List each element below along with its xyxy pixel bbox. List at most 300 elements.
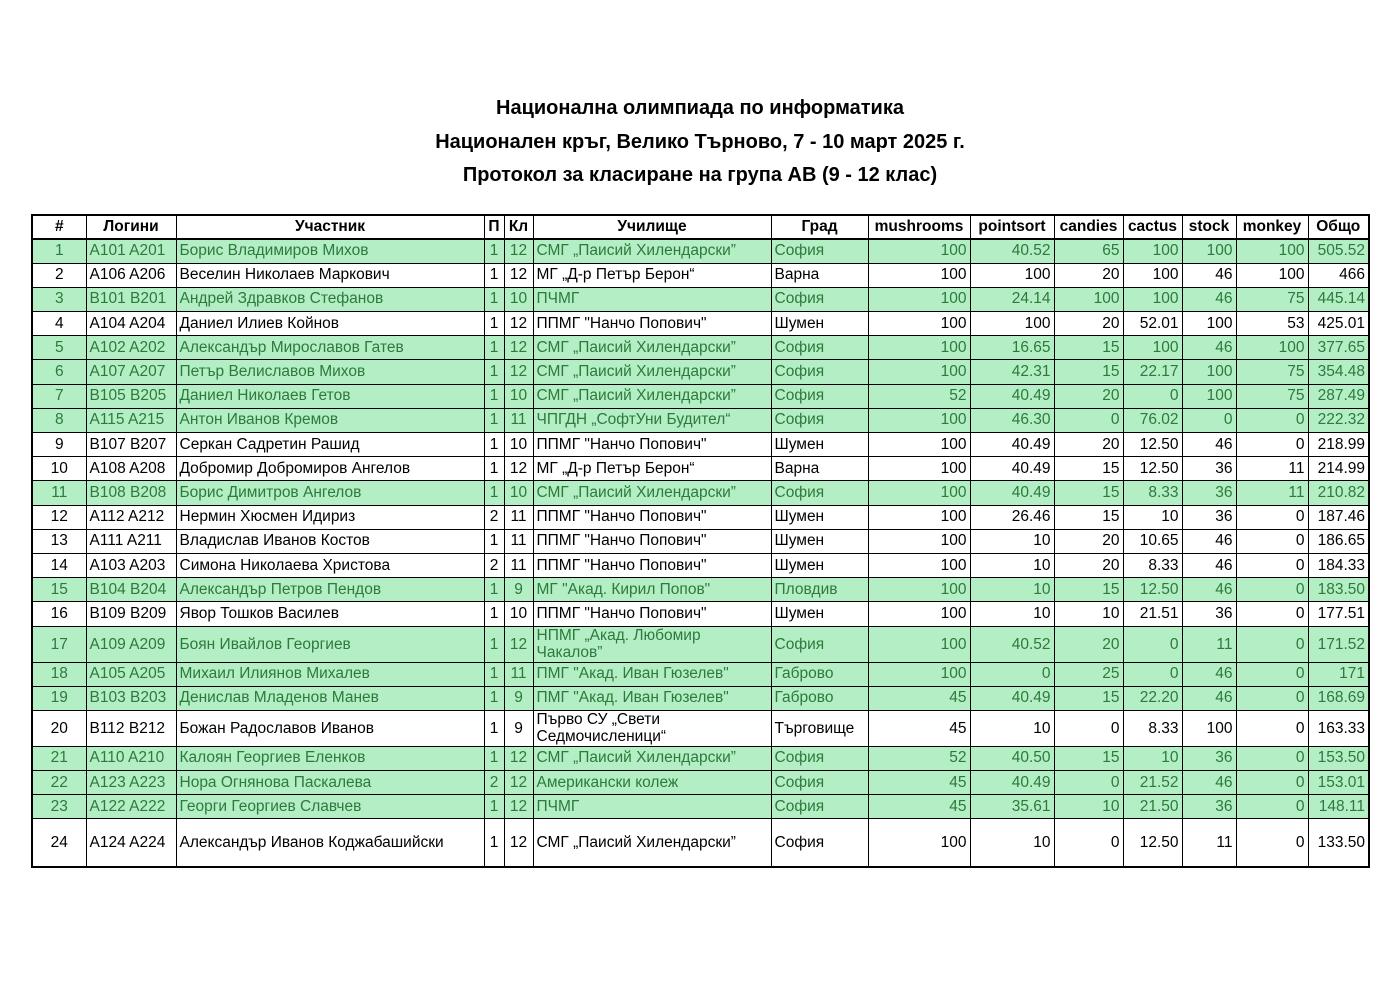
school-cell: МГ „Д-р Петър Берон“ [533, 457, 771, 481]
participant-cell: Нермин Хюсмен Идириз [176, 505, 484, 529]
p-cell: 1 [484, 433, 504, 457]
rank-cell: 24 [32, 819, 86, 867]
p-cell: 1 [484, 686, 504, 710]
cactus-cell: 12.50 [1123, 578, 1182, 602]
col-header-pointsort: pointsort [970, 215, 1054, 239]
table-row [32, 481, 1369, 505]
logins-cell: B112 B212 [86, 710, 176, 746]
p-cell: 1 [484, 408, 504, 432]
total-cell: 153.01 [1308, 771, 1369, 795]
candies-cell: 15 [1054, 336, 1123, 360]
candies-cell: 0 [1054, 710, 1123, 746]
mushrooms-cell: 45 [868, 771, 970, 795]
mushrooms-cell: 45 [868, 710, 970, 746]
total-cell: 153.50 [1308, 746, 1369, 770]
pointsort-cell: 40.50 [970, 746, 1054, 770]
col-header-cactus: cactus [1123, 215, 1182, 239]
candies-cell: 15 [1054, 578, 1123, 602]
pointsort-cell: 24.14 [970, 287, 1054, 311]
mushrooms-cell: 100 [868, 819, 970, 867]
logins-cell: A101 A201 [86, 239, 176, 263]
logins-cell: A108 A208 [86, 457, 176, 481]
cactus-cell: 0 [1123, 384, 1182, 408]
monkey-cell: 0 [1236, 746, 1308, 770]
p-cell: 1 [484, 795, 504, 819]
school-cell: ЧПГДН „СофтУни Будител“ [533, 408, 771, 432]
school-cell: ППМГ "Нанчо Попович" [533, 553, 771, 577]
total-cell: 354.48 [1308, 360, 1369, 384]
class-cell: 10 [504, 602, 533, 626]
pointsort-cell: 10 [970, 602, 1054, 626]
cactus-cell: 100 [1123, 336, 1182, 360]
city-cell: Шумен [771, 312, 868, 336]
monkey-cell: 75 [1236, 384, 1308, 408]
participant-cell: Симона Николаева Христова [176, 553, 484, 577]
col-header-total: Общо [1308, 215, 1369, 239]
rank-cell: 12 [32, 505, 86, 529]
monkey-cell: 11 [1236, 457, 1308, 481]
table-row [32, 408, 1369, 432]
school-cell: ПЧМГ [533, 795, 771, 819]
class-cell: 10 [504, 287, 533, 311]
rank-cell: 18 [32, 662, 86, 686]
stock-cell: 100 [1182, 312, 1236, 336]
logins-cell: A104 A204 [86, 312, 176, 336]
cactus-cell: 12.50 [1123, 433, 1182, 457]
mushrooms-cell: 100 [868, 360, 970, 384]
mushrooms-cell: 100 [868, 433, 970, 457]
total-cell: 133.50 [1308, 819, 1369, 867]
stock-cell: 46 [1182, 336, 1236, 360]
table-row [32, 553, 1369, 577]
total-cell: 148.11 [1308, 795, 1369, 819]
table-body [32, 239, 1369, 867]
monkey-cell: 0 [1236, 408, 1308, 432]
rank-cell: 19 [32, 686, 86, 710]
candies-cell: 15 [1054, 505, 1123, 529]
monkey-cell: 11 [1236, 481, 1308, 505]
participant-cell: Андрей Здравков Стефанов [176, 287, 484, 311]
participant-cell: Петър Велиславов Михов [176, 360, 484, 384]
school-cell: ППМГ "Нанчо Попович" [533, 312, 771, 336]
rank-cell: 20 [32, 710, 86, 746]
city-cell: София [771, 336, 868, 360]
pointsort-cell: 46.30 [970, 408, 1054, 432]
stock-cell: 100 [1182, 384, 1236, 408]
participant-cell: Нора Огнянова Паскалева [176, 771, 484, 795]
city-cell: София [771, 795, 868, 819]
school-cell: МГ „Д-р Петър Берон“ [533, 263, 771, 287]
mushrooms-cell: 100 [868, 662, 970, 686]
city-cell: София [771, 239, 868, 263]
table-row [32, 602, 1369, 626]
participant-cell: Георги Георгиев Славчев [176, 795, 484, 819]
rank-cell: 3 [32, 287, 86, 311]
school-cell: СМГ „Паисий Хилендарски” [533, 360, 771, 384]
class-cell: 12 [504, 360, 533, 384]
cactus-cell: 8.33 [1123, 710, 1182, 746]
participant-cell: Веселин Николаев Маркович [176, 263, 484, 287]
class-cell: 10 [504, 384, 533, 408]
class-cell: 10 [504, 433, 533, 457]
city-cell: София [771, 626, 868, 662]
class-cell: 12 [504, 626, 533, 662]
city-cell: Шумен [771, 553, 868, 577]
candies-cell: 20 [1054, 529, 1123, 553]
city-cell: София [771, 746, 868, 770]
rank-cell: 5 [32, 336, 86, 360]
total-cell: 218.99 [1308, 433, 1369, 457]
mushrooms-cell: 100 [868, 481, 970, 505]
class-cell: 9 [504, 686, 533, 710]
p-cell: 1 [484, 662, 504, 686]
logins-cell: B109 B209 [86, 602, 176, 626]
p-cell: 1 [484, 336, 504, 360]
candies-cell: 100 [1054, 287, 1123, 311]
cactus-cell: 0 [1123, 626, 1182, 662]
mushrooms-cell: 100 [868, 553, 970, 577]
pointsort-cell: 40.49 [970, 481, 1054, 505]
participant-cell: Серкан Садретин Рашид [176, 433, 484, 457]
cactus-cell: 21.52 [1123, 771, 1182, 795]
monkey-cell: 0 [1236, 710, 1308, 746]
title-line-3: Протокол за класиране на група АВ (9 - 12 клас) [462, 164, 938, 186]
candies-cell: 0 [1054, 819, 1123, 867]
p-cell: 1 [484, 239, 504, 263]
mushrooms-cell: 100 [868, 263, 970, 287]
school-cell: ПМГ "Акад. Иван Гюзелев" [533, 662, 771, 686]
table-row [32, 384, 1369, 408]
participant-cell: Боян Ивайлов Георгиев [176, 626, 484, 662]
document-header [0, 92, 1400, 193]
monkey-cell: 53 [1236, 312, 1308, 336]
cactus-cell: 12.50 [1123, 819, 1182, 867]
city-cell: Варна [771, 457, 868, 481]
ranking-table [31, 214, 1370, 868]
col-header-school: Училище [533, 215, 771, 239]
col-header-logins: Логини [86, 215, 176, 239]
monkey-cell: 0 [1236, 433, 1308, 457]
total-cell: 505.52 [1308, 239, 1369, 263]
pointsort-cell: 10 [970, 819, 1054, 867]
stock-cell: 100 [1182, 710, 1236, 746]
logins-cell: A107 A207 [86, 360, 176, 384]
rank-cell: 6 [32, 360, 86, 384]
title-line-1: Национална олимпиада по информатика [496, 97, 904, 119]
pointsort-cell: 16.65 [970, 336, 1054, 360]
rank-cell: 4 [32, 312, 86, 336]
total-cell: 187.46 [1308, 505, 1369, 529]
p-cell: 1 [484, 384, 504, 408]
p-cell: 1 [484, 578, 504, 602]
class-cell: 12 [504, 457, 533, 481]
participant-cell: Антон Иванов Кремов [176, 408, 484, 432]
logins-cell: A115 A215 [86, 408, 176, 432]
stock-cell: 46 [1182, 263, 1236, 287]
rank-cell: 17 [32, 626, 86, 662]
logins-cell: A123 A223 [86, 771, 176, 795]
monkey-cell: 0 [1236, 771, 1308, 795]
class-cell: 12 [504, 795, 533, 819]
stock-cell: 46 [1182, 662, 1236, 686]
stock-cell: 36 [1182, 746, 1236, 770]
candies-cell: 20 [1054, 263, 1123, 287]
p-cell: 1 [484, 312, 504, 336]
class-cell: 11 [504, 505, 533, 529]
stock-cell: 11 [1182, 626, 1236, 662]
rank-cell: 2 [32, 263, 86, 287]
candies-cell: 15 [1054, 457, 1123, 481]
pointsort-cell: 40.49 [970, 771, 1054, 795]
stock-cell: 46 [1182, 433, 1236, 457]
cactus-cell: 10 [1123, 505, 1182, 529]
monkey-cell: 0 [1236, 662, 1308, 686]
logins-cell: B105 B205 [86, 384, 176, 408]
candies-cell: 20 [1054, 312, 1123, 336]
rank-cell: 16 [32, 602, 86, 626]
monkey-cell: 0 [1236, 795, 1308, 819]
stock-cell: 36 [1182, 505, 1236, 529]
cactus-cell: 0 [1123, 662, 1182, 686]
class-cell: 10 [504, 481, 533, 505]
school-cell: ППМГ "Нанчо Попович" [533, 602, 771, 626]
p-cell: 2 [484, 553, 504, 577]
stock-cell: 46 [1182, 287, 1236, 311]
monkey-cell: 75 [1236, 287, 1308, 311]
table-row [32, 626, 1369, 662]
logins-cell: A111 A211 [86, 529, 176, 553]
class-cell: 11 [504, 529, 533, 553]
participant-cell: Добромир Добромиров Ангелов [176, 457, 484, 481]
monkey-cell: 100 [1236, 336, 1308, 360]
city-cell: Шумен [771, 433, 868, 457]
table-row [32, 457, 1369, 481]
cactus-cell: 8.33 [1123, 553, 1182, 577]
monkey-cell: 0 [1236, 553, 1308, 577]
participant-cell: Даниел Николаев Гетов [176, 384, 484, 408]
stock-cell: 0 [1182, 408, 1236, 432]
table-row [32, 336, 1369, 360]
logins-cell: B104 B204 [86, 578, 176, 602]
participant-cell: Борис Димитров Ангелов [176, 481, 484, 505]
title-line-2: Национален кръг, Велико Търново, 7 - 10 март 2025 г. [435, 130, 965, 153]
cactus-cell: 100 [1123, 263, 1182, 287]
monkey-cell: 0 [1236, 819, 1308, 867]
class-cell: 9 [504, 710, 533, 746]
col-header-participant: Участник [176, 215, 484, 239]
city-cell: Варна [771, 263, 868, 287]
pointsort-cell: 10 [970, 553, 1054, 577]
candies-cell: 15 [1054, 746, 1123, 770]
total-cell: 186.65 [1308, 529, 1369, 553]
table-row [32, 746, 1369, 770]
city-cell: София [771, 408, 868, 432]
candies-cell: 25 [1054, 662, 1123, 686]
cactus-cell: 76.02 [1123, 408, 1182, 432]
monkey-cell: 0 [1236, 626, 1308, 662]
pointsort-cell: 35.61 [970, 795, 1054, 819]
stock-cell: 46 [1182, 553, 1236, 577]
candies-cell: 15 [1054, 360, 1123, 384]
pointsort-cell: 100 [970, 312, 1054, 336]
school-cell: СМГ „Паисий Хилендарски” [533, 239, 771, 263]
participant-cell: Михаил Илиянов Михалев [176, 662, 484, 686]
mushrooms-cell: 52 [868, 746, 970, 770]
city-cell: Габрово [771, 662, 868, 686]
school-cell: НПМГ „Акад. Любомир Чакалов” [533, 626, 771, 662]
rank-cell: 1 [32, 239, 86, 263]
class-cell: 12 [504, 312, 533, 336]
class-cell: 11 [504, 662, 533, 686]
candies-cell: 15 [1054, 686, 1123, 710]
stock-cell: 36 [1182, 457, 1236, 481]
class-cell: 12 [504, 239, 533, 263]
mushrooms-cell: 100 [868, 578, 970, 602]
monkey-cell: 100 [1236, 239, 1308, 263]
monkey-cell: 75 [1236, 360, 1308, 384]
logins-cell: A103 A203 [86, 553, 176, 577]
table-row [32, 819, 1369, 867]
logins-cell: B107 B207 [86, 433, 176, 457]
city-cell: София [771, 384, 868, 408]
total-cell: 222.32 [1308, 408, 1369, 432]
p-cell: 1 [484, 457, 504, 481]
table-row [32, 795, 1369, 819]
p-cell: 1 [484, 602, 504, 626]
class-cell: 12 [504, 819, 533, 867]
table-row [32, 662, 1369, 686]
class-cell: 12 [504, 263, 533, 287]
cactus-cell: 21.51 [1123, 602, 1182, 626]
cactus-cell: 100 [1123, 239, 1182, 263]
participant-cell: Божан Радославов Иванов [176, 710, 484, 746]
stock-cell: 36 [1182, 602, 1236, 626]
participant-cell: Владислав Иванов Костов [176, 529, 484, 553]
city-cell: София [771, 360, 868, 384]
p-cell: 1 [484, 746, 504, 770]
participant-cell: Александър Иванов Коджабашийски [176, 819, 484, 867]
city-cell: София [771, 481, 868, 505]
cactus-cell: 10.65 [1123, 529, 1182, 553]
pointsort-cell: 40.52 [970, 626, 1054, 662]
rank-cell: 7 [32, 384, 86, 408]
p-cell: 1 [484, 626, 504, 662]
logins-cell: B101 B201 [86, 287, 176, 311]
rank-cell: 22 [32, 771, 86, 795]
table-row [32, 287, 1369, 311]
candies-cell: 65 [1054, 239, 1123, 263]
city-cell: Шумен [771, 602, 868, 626]
col-header-mushrooms: mushrooms [868, 215, 970, 239]
school-cell: ППМГ "Нанчо Попович" [533, 433, 771, 457]
col-header-rank: # [32, 215, 86, 239]
total-cell: 168.69 [1308, 686, 1369, 710]
total-cell: 466 [1308, 263, 1369, 287]
school-cell: СМГ „Паисий Хилендарски” [533, 819, 771, 867]
monkey-cell: 0 [1236, 505, 1308, 529]
total-cell: 171.52 [1308, 626, 1369, 662]
col-header-stock: stock [1182, 215, 1236, 239]
col-header-class: Кл [504, 215, 533, 239]
rank-cell: 23 [32, 795, 86, 819]
pointsort-cell: 40.49 [970, 686, 1054, 710]
school-cell: ППМГ "Нанчо Попович" [533, 529, 771, 553]
table-row [32, 360, 1369, 384]
cactus-cell: 22.20 [1123, 686, 1182, 710]
pointsort-cell: 10 [970, 578, 1054, 602]
rank-cell: 9 [32, 433, 86, 457]
candies-cell: 15 [1054, 481, 1123, 505]
stock-cell: 46 [1182, 578, 1236, 602]
cactus-cell: 22.17 [1123, 360, 1182, 384]
class-cell: 12 [504, 771, 533, 795]
monkey-cell: 0 [1236, 578, 1308, 602]
col-header-city: Град [771, 215, 868, 239]
mushrooms-cell: 100 [868, 602, 970, 626]
total-cell: 287.49 [1308, 384, 1369, 408]
pointsort-cell: 26.46 [970, 505, 1054, 529]
school-cell: СМГ „Паисий Хилендарски” [533, 746, 771, 770]
stock-cell: 11 [1182, 819, 1236, 867]
table-row [32, 686, 1369, 710]
candies-cell: 20 [1054, 433, 1123, 457]
city-cell: Търговище [771, 710, 868, 746]
mushrooms-cell: 100 [868, 457, 970, 481]
mushrooms-cell: 100 [868, 287, 970, 311]
p-cell: 1 [484, 263, 504, 287]
rank-cell: 13 [32, 529, 86, 553]
school-cell: Американски колеж [533, 771, 771, 795]
rank-cell: 11 [32, 481, 86, 505]
mushrooms-cell: 45 [868, 795, 970, 819]
candies-cell: 10 [1054, 602, 1123, 626]
mushrooms-cell: 52 [868, 384, 970, 408]
table-row [32, 433, 1369, 457]
school-cell: СМГ „Паисий Хилендарски” [533, 336, 771, 360]
logins-cell: B108 B208 [86, 481, 176, 505]
table-row [32, 529, 1369, 553]
logins-cell: A106 A206 [86, 263, 176, 287]
logins-cell: A109 A209 [86, 626, 176, 662]
total-cell: 171 [1308, 662, 1369, 686]
rank-cell: 8 [32, 408, 86, 432]
header-row [32, 215, 1369, 239]
pointsort-cell: 0 [970, 662, 1054, 686]
table-row [32, 710, 1369, 746]
table-row [32, 263, 1369, 287]
mushrooms-cell: 100 [868, 529, 970, 553]
cactus-cell: 12.50 [1123, 457, 1182, 481]
candies-cell: 0 [1054, 771, 1123, 795]
cactus-cell: 21.50 [1123, 795, 1182, 819]
logins-cell: B103 B203 [86, 686, 176, 710]
mushrooms-cell: 100 [868, 505, 970, 529]
p-cell: 1 [484, 360, 504, 384]
monkey-cell: 100 [1236, 263, 1308, 287]
participant-cell: Денислав Младенов Манев [176, 686, 484, 710]
candies-cell: 20 [1054, 626, 1123, 662]
total-cell: 214.99 [1308, 457, 1369, 481]
table-row [32, 771, 1369, 795]
stock-cell: 100 [1182, 360, 1236, 384]
table-row [32, 505, 1369, 529]
class-cell: 9 [504, 578, 533, 602]
cactus-cell: 52.01 [1123, 312, 1182, 336]
col-header-p: П [484, 215, 504, 239]
candies-cell: 0 [1054, 408, 1123, 432]
total-cell: 377.65 [1308, 336, 1369, 360]
city-cell: Шумен [771, 505, 868, 529]
